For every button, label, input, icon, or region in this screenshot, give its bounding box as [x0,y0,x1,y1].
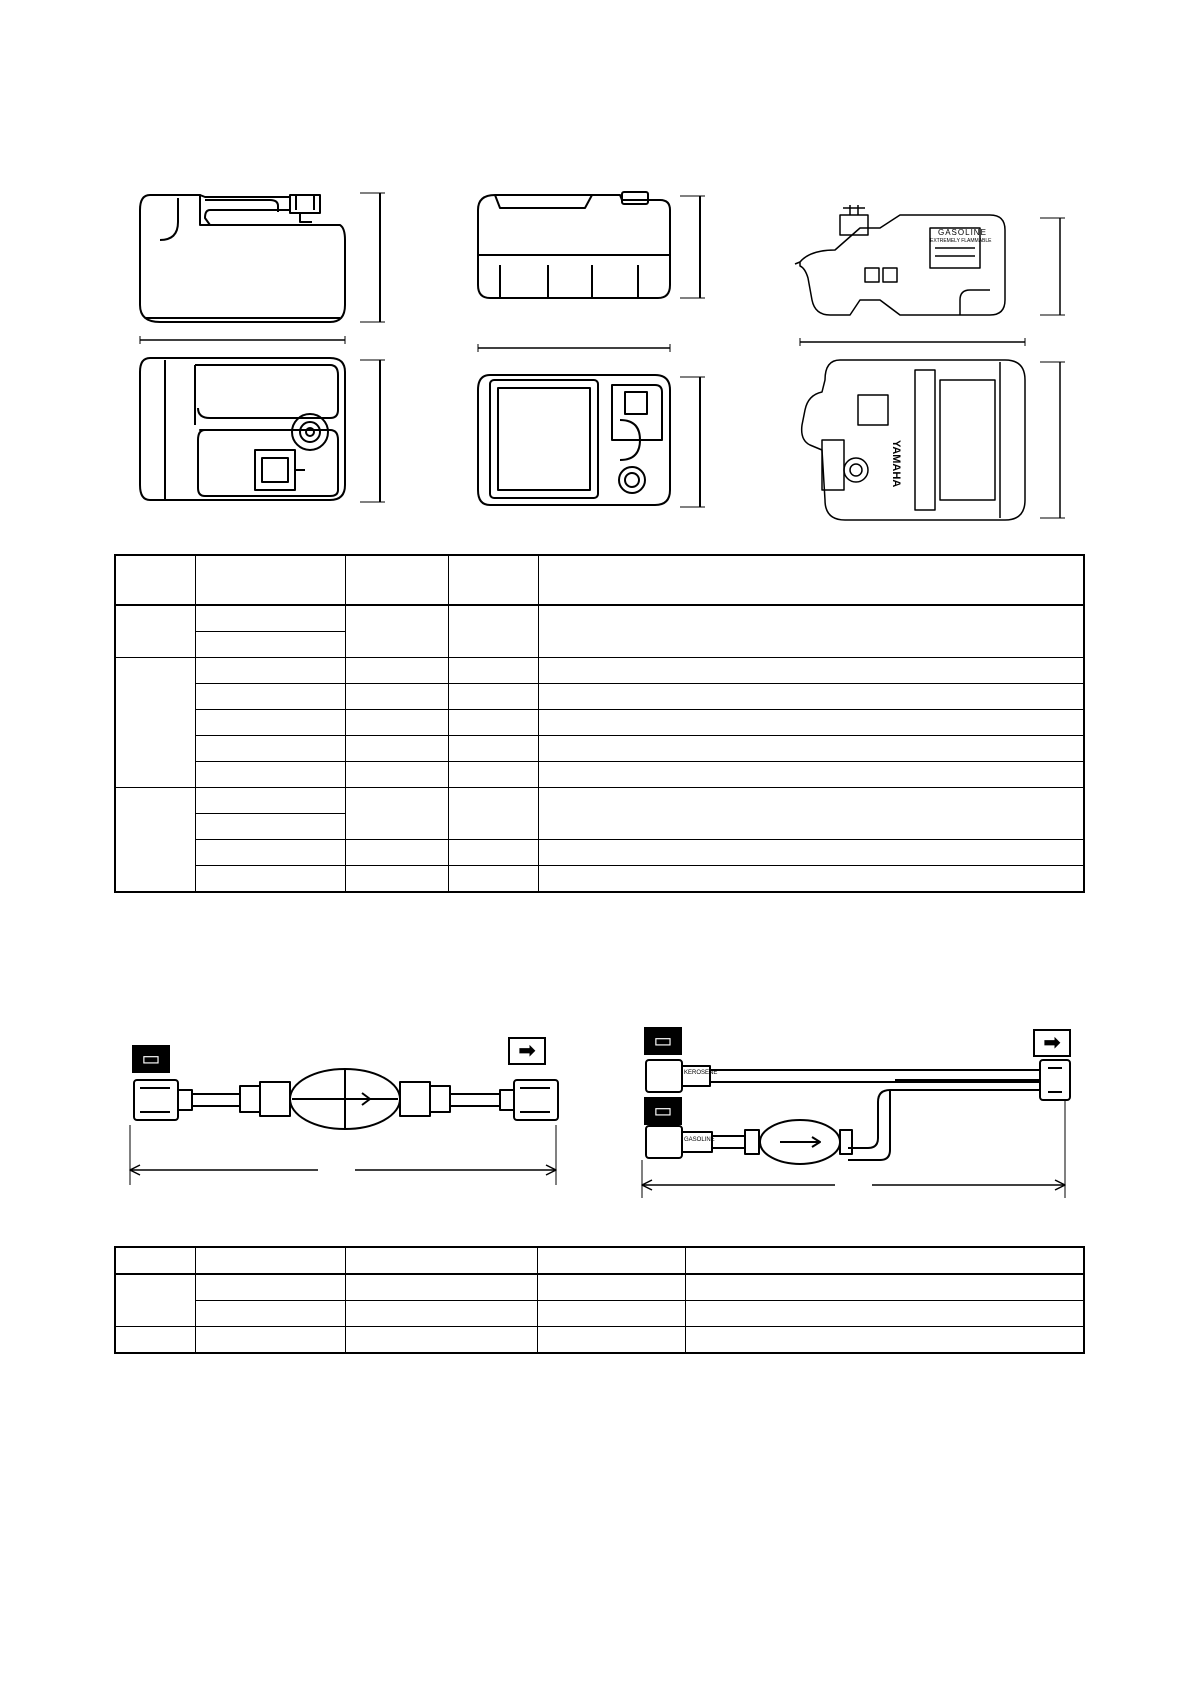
table-row [115,1274,1084,1301]
table-cell [195,1274,345,1301]
spec-table-2 [114,1246,1085,1354]
table-cell [115,788,195,893]
tank-a-side-view [140,193,385,322]
table-row [115,1301,1084,1327]
table-cell [685,1274,1084,1301]
table-header-cell [195,1247,345,1274]
table-cell [685,1327,1084,1354]
table-cell [115,658,195,788]
hose-single [130,1069,558,1185]
tank-icon: ▭ [644,1027,682,1055]
spec-table-1 [114,554,1085,893]
table-cell [345,866,448,893]
table-cell [538,736,1084,762]
table-cell [448,684,538,710]
table-cell [195,736,345,762]
table-cell [448,658,538,684]
table-row [115,555,1084,605]
table-row [115,1247,1084,1274]
table-cell [345,658,448,684]
table-row [115,762,1084,788]
table-header-cell [195,555,345,605]
table-header-cell [115,555,195,605]
table-cell [115,1274,195,1327]
table-cell [345,788,448,840]
table-header-cell [538,555,1084,605]
table-cell [538,866,1084,893]
table-cell [345,840,448,866]
tank-b-top-view [478,344,705,507]
table-cell [345,1301,537,1327]
table-cell [195,762,345,788]
table-header-cell [448,555,538,605]
tank-figures [0,0,1190,560]
table-row [115,840,1084,866]
table-row [115,736,1084,762]
table-row [115,1327,1084,1354]
tank-c-label-yamaha: YAMAHA [890,440,902,488]
table-cell [345,1274,537,1301]
table-row [115,605,1084,632]
table-header-cell [115,1247,195,1274]
table-cell [538,762,1084,788]
tank-icon: ▭ [132,1045,170,1073]
table-cell [538,710,1084,736]
table-cell [345,684,448,710]
table-cell [195,684,345,710]
table-cell [195,840,345,866]
table-cell [538,605,1084,658]
table-cell [537,1301,685,1327]
table-cell [195,788,345,814]
table-cell [448,866,538,893]
table-cell [195,710,345,736]
table-row [115,788,1084,814]
tank-b-side-view [478,192,705,298]
table-header-cell [685,1247,1084,1274]
table-cell [195,1301,345,1327]
table-header-cell [345,555,448,605]
table-cell [195,658,345,684]
hose-dual [642,1060,1070,1198]
table-row [115,658,1084,684]
table-cell [537,1327,685,1354]
table-cell [345,1327,537,1354]
table-cell [115,1327,195,1354]
table-cell [685,1301,1084,1327]
table-cell [195,814,345,840]
table-cell [537,1274,685,1301]
table-row [115,684,1084,710]
table-cell [448,840,538,866]
table-cell [195,866,345,893]
table-row [115,866,1084,893]
tank-c-side-view [795,205,1065,315]
hose-figures [0,1020,1190,1240]
table-cell [345,710,448,736]
tank-a-top-view [140,336,385,502]
table-cell [448,788,538,840]
table-cell [345,736,448,762]
arrow-right-icon: ➡ [1033,1029,1071,1057]
table-cell [195,632,345,658]
table-cell [538,840,1084,866]
table-cell [538,658,1084,684]
hose-tag-gasoline: GASOLINE [684,1137,715,1143]
table-header-cell [345,1247,537,1274]
tank-c-top-view [800,338,1065,520]
tank-c-label-gasoline: GASOLINE [938,228,987,237]
hose-tag-kerosene: KEROSENE [684,1070,718,1076]
table-cell [115,605,195,658]
table-cell [448,762,538,788]
table-cell [345,605,448,658]
table-cell [448,710,538,736]
table-cell [195,605,345,632]
arrow-right-icon: ➡ [508,1037,546,1065]
tank-c-label-flammable: EXTREMELY FLAMMABLE [930,238,992,244]
table-cell [538,684,1084,710]
table-cell [195,1327,345,1354]
table-cell [538,788,1084,840]
table-row [115,710,1084,736]
table-cell [448,605,538,658]
table-cell [448,736,538,762]
table-cell [345,762,448,788]
table-header-cell [537,1247,685,1274]
tank-icon: ▭ [644,1097,682,1125]
